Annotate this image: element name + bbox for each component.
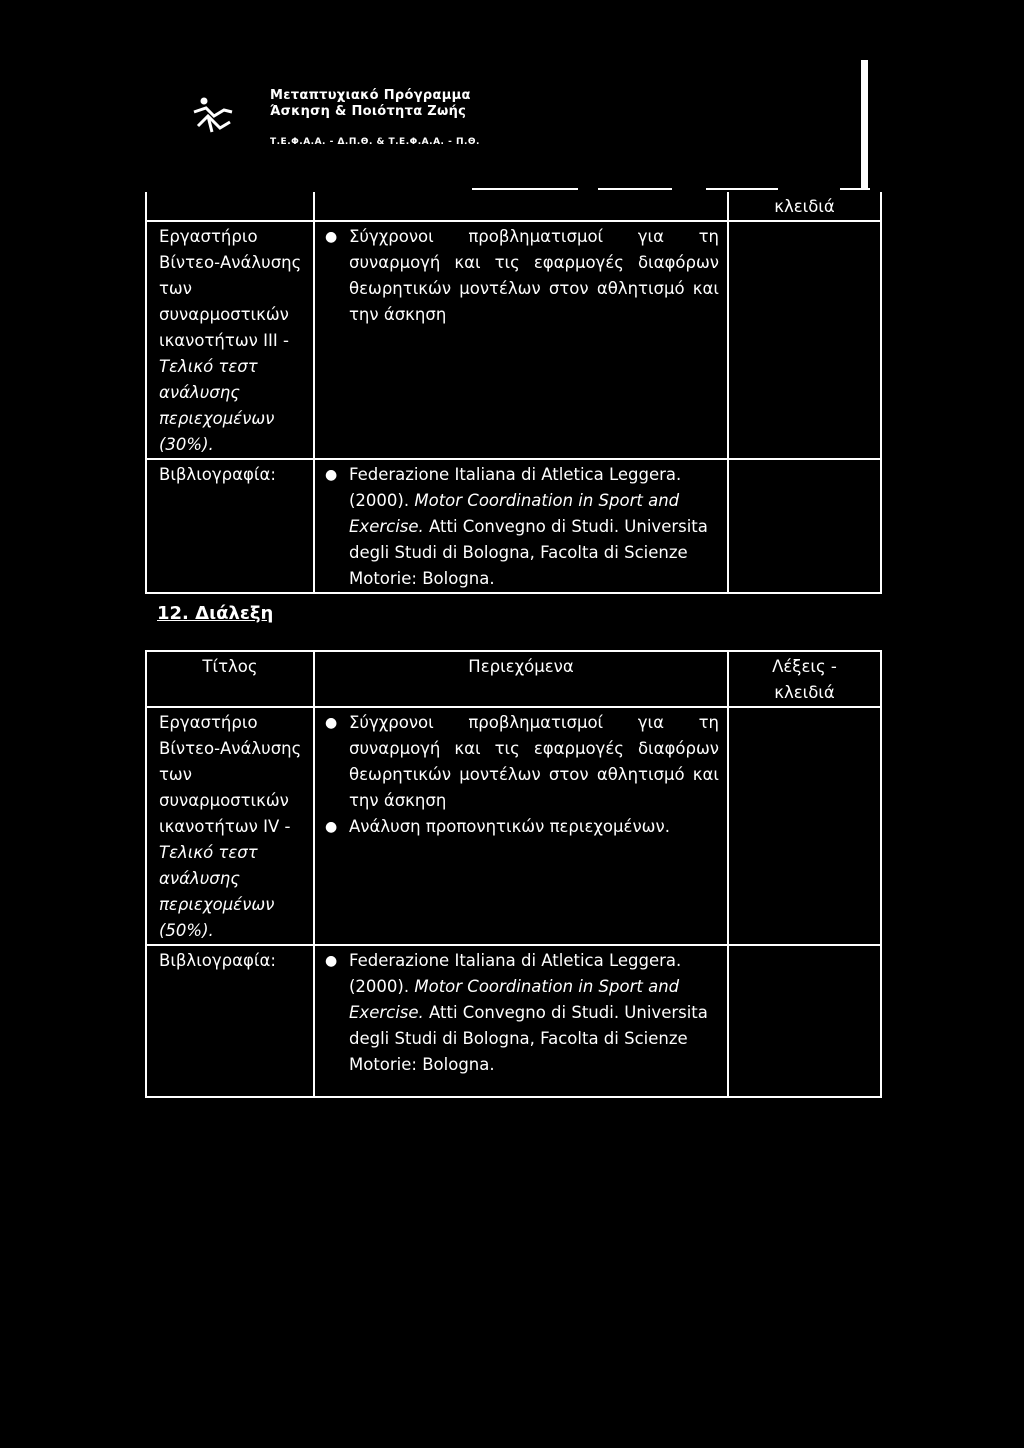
- lecture-title-cell: [146, 707, 314, 945]
- bibliography-cell: [314, 945, 728, 1097]
- keywords-header-line: κλειδιά: [774, 683, 835, 702]
- column-header-content: Περιεχόμενα: [314, 651, 728, 707]
- athlete-logo-icon: [190, 96, 236, 136]
- page-header: [0, 0, 1024, 200]
- bibliography-publisher: Atti Convegno di Studi. Universita degli Studi di Bologna, Facolta di Scienze Motorie: Bologna.: [349, 1003, 708, 1074]
- title-line: συναρμοστικών: [159, 305, 289, 324]
- bibliography-author: Federazione Italiana di Atletica Leggera. (2000).: [349, 951, 682, 996]
- title-line: ικανοτήτων IV -: [159, 817, 291, 836]
- bullet-icon: ●: [325, 819, 338, 835]
- program-title: Μεταπτυχιακό Πρόγραμμα: [270, 88, 471, 103]
- bullet-icon: ●: [325, 953, 338, 969]
- lecture-content-cell: [314, 707, 728, 945]
- title-line: (50%).: [159, 921, 214, 940]
- title-line: Εργαστήριο: [159, 713, 258, 732]
- title-line: περιεχομένων: [159, 895, 275, 914]
- content-bullet: [325, 814, 719, 840]
- bibliography-book-title: Motor Coordination in Sport and Exercise.: [349, 977, 680, 1022]
- lecture-title-cell: [146, 221, 314, 459]
- bullet-icon: ●: [325, 467, 338, 483]
- content-bullet: [325, 710, 719, 814]
- title-line: των: [159, 279, 192, 298]
- divider: [598, 188, 672, 190]
- bibliography-author: Federazione Italiana di Atletica Leggera. (2000).: [349, 465, 682, 510]
- keywords-header-line: Λέξεις -: [772, 657, 837, 676]
- divider: [840, 188, 870, 190]
- lecture-content-cell: [314, 221, 728, 459]
- bullet-icon: ●: [325, 715, 338, 731]
- header-cell-empty: [146, 192, 314, 221]
- bibliography-empty-cell: [728, 945, 881, 1097]
- title-line: Βίντεο-Ανάλυσης: [159, 253, 302, 272]
- title-line: ανάλυσης: [159, 869, 240, 888]
- keywords-cell: [728, 707, 881, 945]
- content-text: Σύγχρονοι προβληματισμοί για τη συναρμογή και τις εφαρμογές διαφόρων θεωρητικών μοντέλων στον αθλητισμό και την άσκηση: [349, 713, 719, 810]
- title-line: συναρμοστικών: [159, 791, 289, 810]
- title-line: Τελικό τεστ: [159, 357, 258, 376]
- department-line: Τ.Ε.Φ.Α.Α. - Δ.Π.Θ. & Τ.Ε.Φ.Α.Α. - Π.Θ.: [270, 137, 480, 147]
- bibliography-book-title: Motor Coordination in Sport and Exercise.: [349, 491, 680, 536]
- title-line: Εργαστήριο: [159, 227, 258, 246]
- header-edge-bar: [861, 60, 868, 190]
- bibliography-empty-cell: [728, 459, 881, 593]
- header-cell-empty: [314, 192, 728, 221]
- content-text: Ανάλυση προπονητικών περιεχομένων.: [349, 817, 670, 836]
- lecture-table-11: [145, 192, 882, 594]
- title-line: ικανοτήτων ΙΙΙ -: [159, 331, 289, 350]
- lecture-table-12: [145, 650, 882, 1098]
- divider: [706, 188, 778, 190]
- title-line: Βίντεο-Ανάλυσης: [159, 739, 302, 758]
- title-line: ανάλυσης: [159, 383, 240, 402]
- bibliography-item: [325, 462, 719, 592]
- bullet-icon: ●: [325, 229, 338, 245]
- title-line: Τελικό τεστ: [159, 843, 258, 862]
- column-header-keywords: [728, 651, 881, 707]
- content-text: Σύγχρονοι προβληματισμοί για τη συναρμογή και τις εφαρμογές διαφόρων θεωρητικών μοντέλων στον αθλητισμό και την άσκηση: [349, 227, 719, 324]
- bibliography-publisher: Atti Convegno di Studi. Universita degli Studi di Bologna, Facolta di Scienze Motorie: Bologna.: [349, 517, 708, 588]
- section-title: 12. Διάλεξη: [157, 603, 274, 624]
- title-line: περιεχομένων: [159, 409, 275, 428]
- bibliography-item: [325, 948, 719, 1078]
- program-subtitle: Άσκηση & Ποιότητα Ζωής: [270, 104, 467, 119]
- bibliography-label: Βιβλιογραφία:: [146, 945, 314, 1097]
- divider: [472, 188, 578, 190]
- bibliography-cell: [314, 459, 728, 593]
- keywords-cell: [728, 221, 881, 459]
- content-bullet: [325, 224, 719, 328]
- title-line: (30%).: [159, 435, 214, 454]
- column-header-title: Τίτλος: [146, 651, 314, 707]
- title-line: των: [159, 765, 192, 784]
- bibliography-label: Βιβλιογραφία:: [146, 459, 314, 593]
- keywords-header-tail: κλειδιά: [728, 192, 881, 221]
